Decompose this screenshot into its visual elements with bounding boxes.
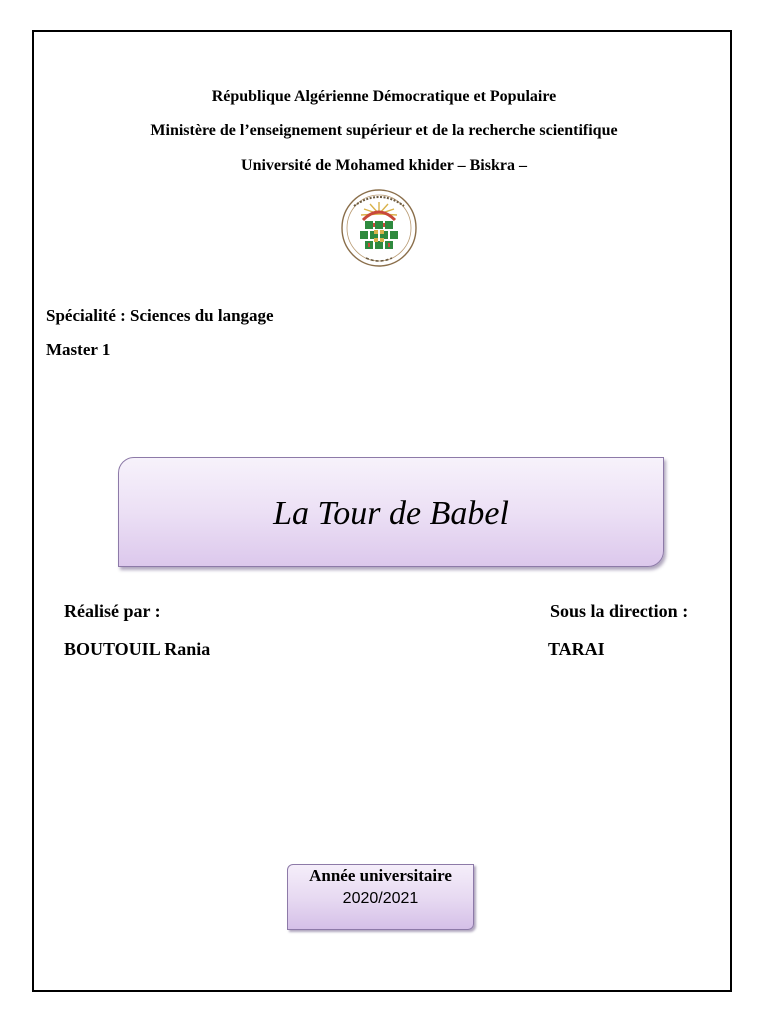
header-republique: République Algérienne Démocratique et Populaire <box>211 88 557 105</box>
author-label: Réalisé par : <box>64 601 161 621</box>
author-name: BOUTOUIL Rania <box>64 639 211 659</box>
academic-year-label: Année universitaire <box>309 866 452 885</box>
academic-year-value: 2020/2021 <box>342 890 419 907</box>
header-universite: Université de Mohamed khider – Biskra – <box>241 157 527 174</box>
supervisor-name: TARAI <box>548 639 605 659</box>
header-ministere: Ministère de l’enseignement supérieur et de la recherche scientifique <box>150 122 618 139</box>
specialite-text: Spécialité : Sciences du langage <box>46 306 274 325</box>
university-seal-icon <box>340 186 418 270</box>
academic-year-box <box>287 864 474 930</box>
supervisor-label: Sous la direction : <box>550 601 689 621</box>
title-box <box>118 457 664 567</box>
level-text: Master 1 <box>46 340 111 359</box>
document-title: La Tour de Babel <box>273 495 509 532</box>
